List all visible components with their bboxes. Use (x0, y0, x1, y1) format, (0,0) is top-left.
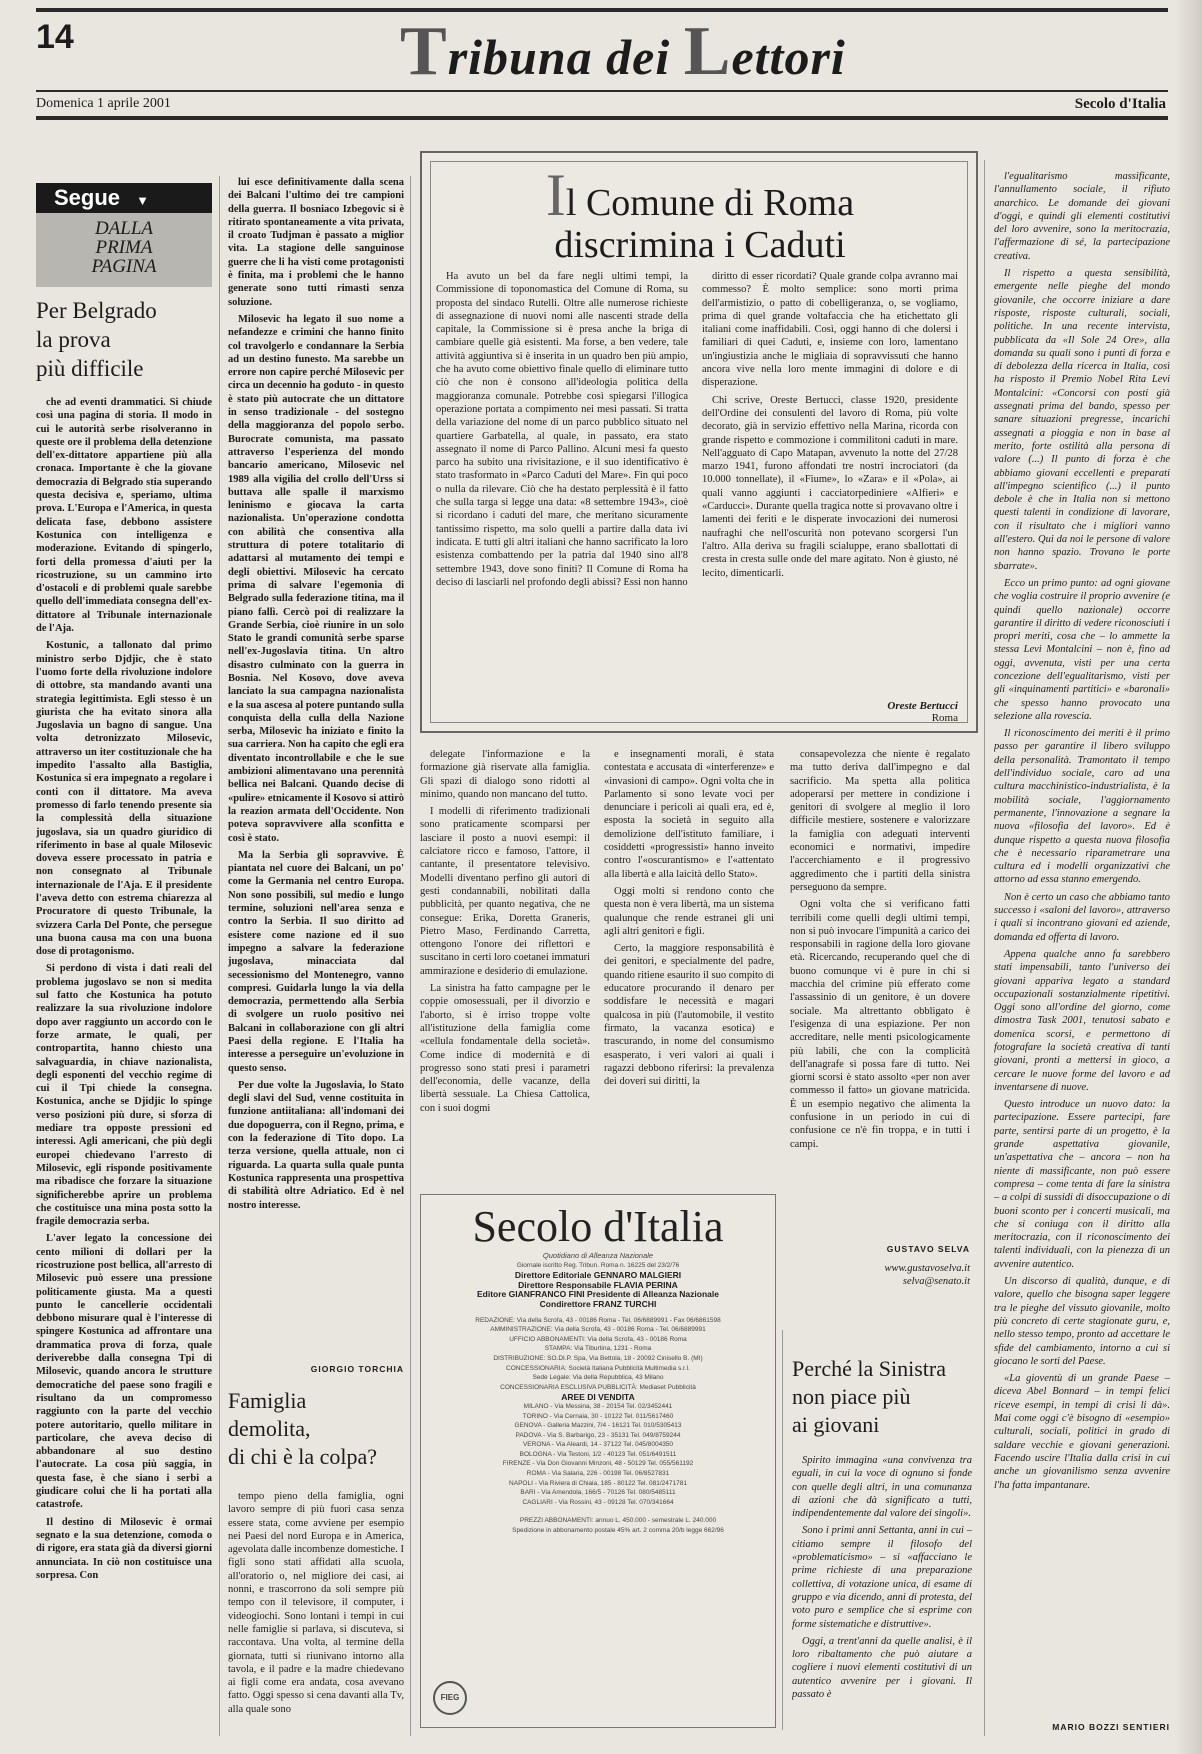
paragraph: Ma la Serbia gli sopravvive. È piantata nel cuore dei Balcani, un po' come la Germania nel centro Europa. Non sono possibili, sul medio e lungo termine, soluzioni nell'area senza e contro la Serbia. Il suo diritto ad esistere come nazione ed il suo impegno a salvare la federazione jugoslava, minacciata dal secessionismo del Montenegro, vanno compresi. Guidarla lungo la via della democrazia, permettendo alla Serbia di svolgere un ruolo positivo nei Balcani in collaborazione con gli altri Paesi della regione. E l'Italia ha interesse a perseguire un'evoluzione in questo senso. (228, 849, 404, 1074)
column-divider (410, 176, 411, 1736)
sinistra-author: MARIO BOZZI SENTIERI (1052, 1722, 1170, 1732)
paragraph: Spirito immagina «una convivenza tra eguali, in cui la voce di ognuno si fonde con quelle degli altri, in una comunanza di azioni che dà significato a tutti, indipendentemente dal valore dei singoli». (792, 1455, 972, 1520)
headline-line: ai giovani (792, 1412, 880, 1437)
roma-column-2 (702, 270, 958, 670)
masthead-line: FIRENZE - Via Don Giovanni Minzoni, 48 - 50129 Tel. 055/561192 (502, 1460, 694, 1468)
masthead-line: Editore GIANFRANCO FINI Presidente di Alleanza Nazionale (477, 1289, 719, 1300)
famiglia-headline (228, 1387, 398, 1471)
masthead-line: Spedizione in abbonamento postale 45% art. 2 comma 20/b legge 662/96 (512, 1527, 724, 1535)
paragraph: Questo introduce un nuovo dato: la partecipazione. Essere partecipi, fare parte, sentirsi parte di un progetto, è la grande aspettativa giovanile, un'aspettativa che – ancora – non ha niente di massificante, non può essere compresa – come tenta di fare la sinistra – a colpi di sussidi di disoccupazione o di buoni sconto per i concerti musicali, ma che si coniuga con il diritto alla meritocrazia, con il riconoscimento dei talenti individuali, con la pienezza di un avvenire autentico. (994, 1099, 1170, 1270)
roma-headline (440, 162, 960, 266)
prima-line: PRIMA (95, 237, 153, 258)
paragraph: Un discorso di qualità, dunque, e di valore, quello che bisogna saper leggere tra le pieghe del vissuto giovanile, molto più concreto di certe stagionate guru, e, nello stesso tempo, pronto ad accettare le sfide del cambiamento, intorno a cui si giocano le sorti del Paese. (994, 1276, 1170, 1367)
selva-contacts (790, 1262, 970, 1288)
masthead-line: CONCESSIONARIA: Società Italiana Pubblicità Multimedia s.r.l. (506, 1364, 690, 1372)
paragraph: Oggi molti si rendono conto che questa non è vera libertà, ma un sistema qualunque che rende estranei gli uni agli altri genitori e figli. (604, 885, 774, 937)
selva-author: GUSTAVO SELVA (886, 1244, 970, 1254)
headline-line (440, 162, 960, 228)
masthead-line: TORINO - Via Cernaia, 30 - 10122 Tel. 011/5617460 (522, 1412, 674, 1420)
headline-line: demolita, (228, 1416, 311, 1441)
masthead-line: GENOVA - Galleria Mazzini, 7/4 - 16121 Tel. 010/5305413 (514, 1422, 682, 1430)
masthead-line: AMMINISTRAZIONE: Via della Scrofa, 43 - 00186 Roma - Tel. 06/6889991 (490, 1326, 706, 1334)
belgrado-column-1 (36, 396, 212, 1736)
headline-initial: I (545, 162, 566, 228)
headline-line: Perché la Sinistra (792, 1356, 946, 1381)
column-divider (782, 1330, 783, 1730)
masthead-line: REDAZIONE: Via della Scrofa, 43 - 00186 Roma - Tel. 06/6889991 - Fax 06/6861598 (475, 1316, 721, 1324)
masthead-line: CONCESSIONARIA ESCLUSIVA PUBBLICITÀ: Mediaset Pubblicità (500, 1383, 696, 1391)
belgrado-headline (36, 296, 216, 383)
paragraph: lui esce definitivamente dalla scena dei Balcani l'ultimo dei tre campioni della guerra. Il bosniaco Izbegovic si è ritirato spontaneamente a vita privata, il croato Tudjman è passato a miglior vita. La stagione delle sanguinose guerre che li ha visti come protagonisti è finita, ma i problemi che le hanno generate sono tutti rimasti senza soluzione. (228, 177, 404, 308)
masthead-line: AREE DI VENDITA (561, 1392, 635, 1403)
paragraph: I modelli di riferimento tradizionali sono praticamente scomparsi per lasciare il posto a nuovi esempi: il calciatore ricco e famoso, l'attore, il cantante, il presentatore televisivo. Modelli diventano perfino gli autori di gesti condannabili, nobilitati dalla pubblicità, per quanto negativa, che ne consegue: Erika, Doretta Graneris, Pietro Maso, Ferdinando Carretta, ottengono l'onore dei riflettori e suscitano in certi loro coetanei immaturi ammirazione e desiderio di emulazione. (420, 806, 590, 977)
page-number: 14 (36, 18, 74, 56)
header-rule (36, 90, 1168, 92)
paragraph: Ecco un primo punto: ad ogni giovane che voglia costruire il proprio avvenire (e quindi quello nazionale) occorre garantire il diritto di vedere riconosciuti i propri meriti, cosa che – lo ammette la stessa Levi Montalcini – non è, fino ad oggi, avvenuta, visti per una certa concezione dell'egualitarismo, visti per gli «inquinamenti partitici» e «baronali» che spesso hanno provocato una selezione alla rovescia. (994, 577, 1170, 722)
column-divider (984, 160, 985, 1736)
dalla-prima-pagina (36, 213, 212, 287)
paragraph: Appena qualche anno fa sarebbero stati impensabili, tanto l'universo dei giovani appariva legato a standard occupazionali sostanzialmente ripetitivi. Oggi sono all'ordine del giorno, come dimostra Task 2001, tenutosi sabato e domenica scorsi, e permettono di fotografare la società creativa di tanti giovani, pronti a mettersi in gioco, a cercare le nuove forme del lavoro e ad inventarsene di nuove. (994, 948, 1170, 1093)
paragraph: Kostunic, a tallonato dal primo ministro serbo Djdjic, che è stato l'uomo forte della rivoluzione indolore di ottobre, sta mandando avanti una strategia legittimista. Egli stesso è un giurista che ha evitato sinora alla Jugoslavia un bagno di sangue. Una volta detronizzato Milosevic, attraverso un iter costituzionale che ha impedito l'assalto alla Bastiglia, Kostunica si era impegnato a regolare i conti con il dittatore. Ma aveva promesso di farlo tenendo presente sia la complessità della situazione jugoslava, sia un quadro giuridico di riferimento in base al quale Milosevic doveva essere processato in patria e non consegnato al Tribunale internazionale de l'Aja. E il presidente l'aveva detto con estrema chiarezza al Procuratore di questo Tribunale, la svizzera Carla Del Ponte, che persegue una buona causa ma con una buona dose di protagonismo. (36, 640, 212, 958)
section-title-end: ettori (731, 29, 846, 85)
dalla-line: DALLA (94, 218, 154, 239)
belgrado-author: GIORGIO TORCHIA (310, 1364, 404, 1374)
paragraph: Chi scrive, Oreste Bertucci, classe 1920, presidente dell'Ordine dei consulenti del lavoro di Roma, più volte decorato, già in servizio effettivo nella Marina, ricorda con grande rispetto e commozione i commilitoni caduti in mare. Nell'agguato di Capo Matapan, avvenuto la notte del 27/28 marzo 1941, furono affondati tre nostri incrociatori (da 10.000 tonnellate), il «Fiume», lo «Zara» e il «Pola», ai quali vanno aggiunti i cacciatorpediniere «Alfieri» e «Carducci». Durante quella tragica notte si provavano oltre i lamenti dei feriti e le disperate invocazioni dei numerosi naufraghi che nell'oscurità non potevano scorgersi l'un l'altro. Alla deriva su fragili scialuppe, erano sballottati di cresta in cresta sulle onde del mare agitato. Non è giusto, né lecito, dimenticarli. (702, 394, 958, 579)
paragraph: Il destino di Milosevic è ormai segnato e la sua detenzione, comoda o di rigore, era stata già da diversi giorni annunciata. In ciò non costituisce una sorpresa. Con (36, 1516, 212, 1581)
masthead-line: UFFICIO ABBONAMENTI: Via della Scrofa, 43 - 00186 Roma (509, 1335, 687, 1343)
section-title-initial: T (400, 13, 448, 90)
paragraph: delegate l'informazione e la formazione già riservate alla famiglia. Gli spazi di dialogo sono ridotti al minimo, quando non mancano del tutto. (420, 749, 590, 800)
section-title-part: ribuna dei (447, 29, 684, 85)
dateline: Domenica 1 aprile 2001 (36, 96, 171, 111)
pagina-line: PAGINA (91, 256, 157, 277)
paragraph: Ogni volta che si verificano fatti terribili come quelli degli ultimi tempi, non si può invocare l'impunità a carico dei responsabili in ragione della loro giovane età. Ricercando, recuperando quel che di buono comunque vi è pure in chi si macchia del crimine più efferato come l'assassinio di un genitore, è un dovere sociale. Ma altrettanto obbligato è l'esigenza di una espiazione. Per non accreditare, nelle menti psicologicamente più labili, che con la complicità dell'anagrafe si possa fare di tutto. Nei giorni scorsi è stato assolto «per non aver commesso il fatto» un giovane matricida. È un esempio negativo che alimenta la confusione in un periodo in cui di confusione ce n'è fin troppa, e in tutti i campi. (790, 899, 970, 1150)
header-rule-bottom (36, 116, 1168, 120)
paragraph: consapevolezza che niente è regalato ma tutto deriva dall'impegno e dal sacrificio. Ma spetta alla politica adoperarsi per mettere in condizione i genitori di svolgere al meglio il loro difficile mestiere, sostenere e valorizzare la famiglia con adeguati interventi economici e normativi, impedire l'accerchiamento e il progressivo aggredimento che i partiti della sinistra perseguono da sempre. (790, 749, 970, 893)
sinistra-headline (792, 1355, 972, 1439)
paragraph: Il rispetto a questa sensibilità, emergente nelle pieghe del mondo giovanile, che occorre iniziare a dare risposte, risposte culturali, sociali, politiche. In una recente intervista, pubblicata da «Il Sole 24 Ore», alla domanda su quali sono i punti di forza e di debolezza della ricerca in Italia, così ha risposto il Premio Nobel Rita Levi Montalcini: «Concorsi con posti già assegnati prima del bando, spesso per sanare situazioni pregresse, incarichi assegnati a pioggia e non in base al merito, forte ostilità alla persona di valore (...) Il punto di forza è che abbiamo giovani eccellenti e preparati all'impegno scientifico (...) il punto debole è che in Italia non si mettono questi talenti in condizione di lavorare, con il risultato che i migliori vanno all'estero. Qui da noi le persone di valore non hanno spazio. Trovano le porte sbarrate». (994, 268, 1170, 572)
fieg-logo: FIEG (433, 1681, 467, 1715)
paragraph: La sinistra ha fatto campagne per le coppie omosessuali, per il divorzio e l'aborto, si è irriso troppe volte all'istituzione della famiglia come «cellula fondamentale della società». Come indice di modernità e di progresso sono stati presi i parametri dell'economia, delle vacanze, della libertà sessuale. La Chiesa Cattolica, con i suoi dogmi (420, 983, 590, 1114)
paragraph: e insegnamenti morali, è stata contestata e accusata di «interferenze» e «invasioni di campo». Ogni volta che in Parlamento si sono levate voci per denunciare i pericoli ai quali era, ed è, esposta la società in seguito alla demolizione dell'istituto familiare, i cosiddetti «progressisti» hanno inveito contro l'«oscurantismo» e l'«attentato alla libertà e alla laicità dello Stato». (604, 749, 774, 880)
headline-line: discrimina i Caduti (554, 224, 846, 266)
paragraph: Oggi, a trent'anni da quelle analisi, è il loro ribaltamento che può aiutare a cogliere i nuovi elementi costitutivi di un autentico avvenire per i giovani. Il passato è (792, 1635, 972, 1701)
headline-line: non piace più (792, 1384, 911, 1409)
paragraph: Certo, la maggiore responsabilità è dei genitori, e specialmente del padre, quando ritiene esaurito il suo compito di educatore procurando il denaro per soddisfare le necessità e magari qualcosa in più (l'automobile, il vestito firmato, la vacanza esotica) e trascurando, in nome del consumismo esasperato, i veri valori ai quali i ragazzi debbono riferirsi: la prevalenza dei doveri sui diritti, la (604, 943, 774, 1088)
masthead-line: MILANO - Via Messina, 38 - 20154 Tel. 02/3452441 (523, 1402, 673, 1410)
paragraph: Si perdono di vista i dati reali del problema jugoslavo se non si medita sul fatto che Kostunica ha potuto realizzare la sua rivoluzione indolore dopo aver raggiunto un accordo con le forze armate, le quali, per contropartita, hanno chiesto una salvaguardia, in chiave nazionalista, degli esponenti del vecchio regime di cui il Tpi chiede la consegna. Kostunica, anche se Djidjic lo spinge verso posizioni più dure, si sforza di mediare tra opposte pressioni ed interessi. Agli americani, che più degli europei chiedevano l'arresto di Milosevic, egli risponde positivamente ma ribadisce che forzare la situazione significherebbe aprire un problema che costituisce una mina posta sotto la fragile democrazia serba. (36, 963, 212, 1228)
paragraph: che ad eventi drammatici. Si chiude così una pagina di storia. Il modo in cui le autorità serbe risolveranno in queste ore il problema della detenzione dell'ex-dittatore appartiene più alla cronaca. Importante è che la giovane democrazia di Belgrado stia superando questa decisiva e, speriamo, ultima prova. L'Europa e l'America, in questa delicata fase, debbono assistere Kostunica con intelligenza e moderazione. Evitando di spingerlo, forti della promessa d'aiuti per la ricostruzione, su un cammino irto d'ostacoli e di problemi quale sarebbe quello dell'immediata consegna dell'ex-dittatore al Tribunale internazionale de l'Aja. (36, 397, 212, 635)
famiglia-column (228, 1490, 404, 1736)
section-title (400, 12, 846, 92)
masthead-title: Secolo d'Italia (472, 1202, 724, 1251)
masthead-line: Direttore Editoriale GENNARO MALGIERI (514, 1270, 682, 1281)
paper-name: Secolo d'Italia (1074, 96, 1166, 112)
belgrado-column-2 (228, 176, 404, 1361)
sinistra-column-2 (994, 170, 1170, 1715)
masthead-line: CAGLIARI - Via Rossini, 43 - 09128 Tel. 070/341664 (522, 1498, 674, 1506)
masthead-line: Condirettore FRANZ TURCHI (539, 1298, 657, 1309)
headline-line: la prova (36, 327, 111, 352)
masthead-line: PREZZI ABBONAMENTI: annuo L. 450.000 - semestrale L. 240.000 (519, 1517, 717, 1525)
paragraph: Milosevic ha legato il suo nome a nefandezze e crimini che hanno finito col travolgerlo e condannare la Serbia ad un destino funesto. Ma sarebbe un errore non capire perché Milosevic per circa un decennio ha goduto - in questo è stato più autocrate che un dittatore in senso tradizionale - del sostegno della maggioranza del popolo serbo. Burocrate comunista, ma passato attraverso l'esperienza del mondo bancario americano, Milosevic nel 1989 alla vigilia del crollo dell'Urss si buttava alle spalle il marxismo leninismo e giocava la carta nazionalista. Un'operazione condotta con abilità che consentiva alla struttura di potere totalitario di adattarsi al mutamento dei tempi e degli obiettivi. Milosevic ha cercato prima di salvare l'egemonia di Belgrado sulla federazione titina, ma il piano fallì. Cercò poi di realizzare la Grande Serbia, cioè riunire in un solo Stato le grandi comunità serbe sparse nell'ex-Jugoslavia titina. Un altro disastro culminato con la guerra in Bosnia. Nel Kosovo, dove aveva lanciato la sua campagna nazionalista e la sua ascesa al potere puntando sulla conquista della culla della Nazione serba, Milosevic ha iniziato e finito la sua carriera. Non ha capito che egli era diventato incontrollabile e che le sue ambizioni alimentavano una perennità bellica nei Balcani. Quando decise di «pulire» etnicamente il Kosovo si attirò la reazion armata dell'Occidente. Non poteva sopravvivere alla sconfitta e così è stato. (228, 313, 404, 844)
headline-line: Famiglia (228, 1388, 307, 1413)
paragraph: tempo pieno della famiglia, ogni lavoro sempre di più fuori casa senza essere stata, come avviene per esempio nei Paesi del nord Europa e in America, agevolata dalle incombenze domestiche. I figli sono stati affidati alla scuola, all'oratorio o, nel migliore dei casi, ai nonni, e trascorrono da soli sempre più tempo con il televisore, il computer, i videogiochi. Sono lontani i tempi in cui nelle famiglie si parlava, si discuteva, si raccontava. Una volta, al termine della giornata, tutti si riunivano intorno alla tavola, e il padre e la madre chiedevano ai figli come era andata, cosa avevano fatto. Oggi spesso si cena davanti alla Tv, alla quale sono (228, 1491, 404, 1715)
section-title-initial-2: L (683, 13, 732, 90)
roma-column-1 (436, 270, 688, 718)
masthead-box (420, 1194, 776, 1728)
paragraph: Ha avuto un bel da fare negli ultimi tempi, la Commissione di toponomastica del Comune di Roma, su proposta del sindaco Rutelli. Oltre alle numerose richieste di assegnazione di nuovi nomi alle nascenti strade della capitale, la Commissione si è presa anche la briga di cambiare quelle già esistenti. Ma forse, a ben vedere, tale attività aggiuntiva si è inserita in un quadro ben più ampio, che ha avuto come obiettivo finale quello di eliminare tutto ciò che non è consono all'ideologia politica della maggioranza comunale. Potrebbe così spiegarsi l'illogica operazione portata a compimento nei mesi passati. Si tratta della variazione del nome di un parco pubblico situato nel quartiere Garbatella, al quale, in passato, era stato assegnato il nome di Parco Pallino. Alcuni mesi fa questo parco ha subito una rivisitazione, e il suo identificativo è stato trasformato in «Parco Caduti del Mare». Fin qui poco o nulla da rilevare. Ciò che ha destato perplessità è il fatto che sulla targa si legge una data: «8 settembre 1943», cioè si ricordano i caduti del mare, che meritano sicuramente tantissimo rispetto, ma solo quelli a partire dalla data ivi indicata. E tutti gli altri italiani che hanno sacrificato la loro esistenza combattendo per la patria dal 1940 sino all'8 settembre 1943, dove sono finiti? Il Comune di Roma ha deciso di lasciarli nel profondo degli abissi? Essi non hanno (436, 271, 688, 588)
masthead-line: Sede Legale: Via della Repubblica, 43 Milano (532, 1374, 664, 1382)
paragraph: L'aver legato la concessione dei cento milioni di dollari per la ricostruzione post bellica, all'arresto di Milosevic può essere una pressione politicamente giusta. Ma a questi punto le cancellerie occidentali debbono misurare qual è l'interesse di spingere Kostunica ad affrontare una drammatica prova di forza, quale deriverebbe dalla consegna Tpi di Milosevic, quando ancora le strutture democratiche del paese sono fragili e risultano da un compromesso raggiunto con la parte del vecchio potere autoritario, quello militare in particolare, che aveva deciso di abbandonare al suo destino l'autocrate. La cosa più saggia, in questa fase, è che siano i serbi a giudicare colui che li ha portati alla catastrofe. (36, 1233, 212, 1511)
roma-author: Oreste Bertucci (887, 700, 958, 712)
headline-line: di chi è la colpa? (228, 1444, 378, 1469)
roma-city: Roma (931, 712, 958, 724)
segue-label: Segue (54, 185, 121, 210)
paragraph: Sono i primi anni Settanta, anni in cui – citiamo sempre il filosofo del «problematicismo» – si «affacciano le prime richieste di una preparazione collettiva, di votazione unica, di esame di gruppo e via dicendo, anni di protesta, del voto puro e semplice che si esprime con forme sistematiche e distruttive». (792, 1525, 972, 1630)
paragraph: diritto di esser ricordati? Quale grande colpa avranno mai commesso? È molto semplice: sono morti prima dell'armistizio, o patto di cobelligeranza, o, se vogliamo, prima di quel grande voltafaccia che ha etichettato gli italiani come inaffidabili. Così, oggi hanno di che dolersi i familiari di quei Caduti, e, insieme con loro, lamentano un'ingiustizia anche le migliaia di sopravvissuti che hanno ancora vive nella loro mente immagini di dolore e di disperazione. (702, 271, 958, 389)
paragraph: «La gioventù di un grande Paese – diceva Abel Bonnard – in tempi felici riceve esempi, in tempi di crisi li dà». Mai come oggi c'è bisogno di «esempio» culturali, sociali, politici in grado di saldare vecchie e giovani generazioni. Facendo uscire l'Italia dalla crisi in cui anche un giovanilismo senza avvenire l'ha fatta impantanare. (994, 1373, 1170, 1491)
paragraph: Il riconoscimento dei meriti è il primo passo per garantire il libero sviluppo della personalità. Tramontato il tempo dell'individuo sociale, caro ad una cultura macchinistico-industrialista, è la mobilità sociale, l'aggiornamento permanente, l'innovazione a segnare la nuova «filosofia del lavoro». Ed è dunque rispetto a questa nuova filosofia che è necessario riparametrare una cultura ed i modelli organizzativi che attorno ad essa stanno emergendo. (994, 728, 1170, 886)
masthead-line: Direttore Responsabile FLAVIA PERINA (518, 1279, 678, 1290)
selva-column-3 (790, 748, 970, 1238)
roma-signature (702, 700, 958, 724)
masthead-line: ROMA - Via Salaria, 226 - 00198 Tel. 06/8527831 (526, 1470, 670, 1478)
headline-line: Per Belgrado (36, 298, 157, 323)
page-edge-shadow (1174, 0, 1202, 1754)
masthead-line: Giornale iscritto Reg. Tribun. Roma n. 16225 del 23/2/76 (516, 1261, 680, 1269)
masthead-line: DISTRIBUZIONE: SO.DI.P. Spa, Via Bettola, 18 - 20092 Cinisello B. (MI) (493, 1354, 703, 1362)
column-divider (219, 176, 220, 1736)
masthead-subtitle: Quotidiano di Alleanza Nazionale (542, 1251, 654, 1260)
masthead-line: BARI - Via Amendola, 166/5 - 70126 Tel. 080/5485111 (520, 1489, 676, 1497)
arrow-down-icon: ▼ (136, 193, 150, 208)
masthead-line: BOLOGNA - Via Testoni, 1/2 - 40123 Tel. 051/6491511 (519, 1450, 677, 1458)
selva-column-1 (420, 748, 590, 1188)
website-link[interactable]: www.gustavoselva.it (884, 1263, 970, 1274)
selva-column-2 (604, 748, 774, 1188)
masthead-line: STAMPA: Via Tiburtina, 1231 - Roma (544, 1345, 652, 1353)
masthead-line: NAPOLI - Via Riviera di Chiaia, 185 - 80122 Tel. 081/2471781 (509, 1479, 687, 1487)
sinistra-column-1 (792, 1454, 972, 1734)
masthead-line: PADOVA - Via S. Barbarigo, 23 - 35131 Tel. 049/8759244 (515, 1431, 681, 1439)
masthead-line: VERONA - Via Aleardi, 14 - 37122 Tel. 045/8004350 (522, 1441, 674, 1449)
headline-line: più difficile (36, 356, 144, 381)
segue-banner (36, 183, 212, 213)
paragraph: Per due volte la Jugoslavia, lo Stato degli slavi del Sud, venne costituita in funzione antiitaliana: all'indomani dei due dopoguerra, con il Regno, prima, e con la federazione di Tito dopo. La terza versione, quella attuale, non ci riguarda. La quarta sulla quale punta Kostunica rappresenta una prospettiva di stabilità oltre Adriatico. Ed è nel nostro interesse. (228, 1079, 404, 1211)
headline-text: l Comune di Roma (565, 182, 855, 224)
email-link[interactable]: selva@senato.it (902, 1276, 970, 1287)
paragraph: l'egualitarismo massificante, l'annullamento sociale, il rifiuto anarchico. Le domande dei giovani d'oggi, e quindi gli elementi costitutivi del loro avvenire, sono la meritocrazia, l'affermazione di sé, la partecipazione creativa. (994, 171, 1170, 262)
paragraph: Non è certo un caso che abbiamo tanto successo i «saloni del lavoro», attraverso i quali si incontrano giovani ed aziende, domanda ed offerta di lavoro. (994, 891, 1170, 943)
